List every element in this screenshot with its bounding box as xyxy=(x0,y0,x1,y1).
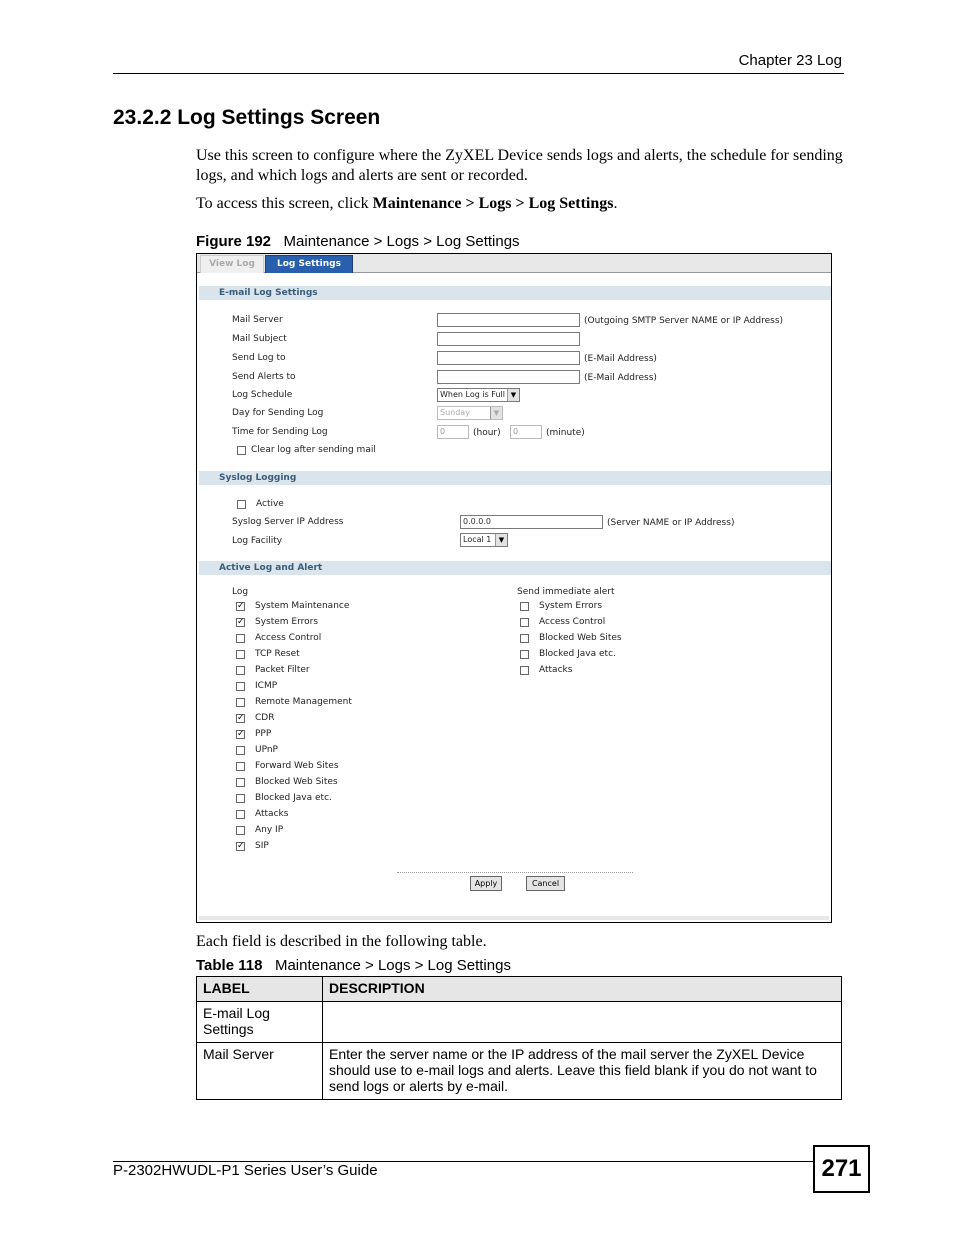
alert-option-label: Blocked Java etc. xyxy=(539,649,616,659)
log-option-checkbox[interactable] xyxy=(236,778,245,787)
tab-log-settings[interactable]: Log Settings xyxy=(265,255,353,273)
log-schedule-value: When Log is Full xyxy=(440,390,505,399)
send-log-label: Send Log to xyxy=(232,353,286,363)
tab-view-log[interactable]: View Log xyxy=(200,255,264,273)
log-option-label: CDR xyxy=(255,713,275,723)
chevron-down-icon: ▼ xyxy=(507,389,519,401)
log-option-checkbox[interactable]: ✓ xyxy=(237,841,245,851)
log-option-label: System Maintenance xyxy=(255,601,350,611)
syslog-server-label: Syslog Server IP Address xyxy=(232,517,344,527)
log-option-checkbox[interactable] xyxy=(236,698,245,707)
alert-option-checkbox[interactable] xyxy=(520,650,529,659)
table-caption xyxy=(196,957,511,974)
table-intro: Each field is described in the following table. xyxy=(196,933,487,950)
row-label: E-mail Log Settings xyxy=(197,1002,323,1043)
day-label: Day for Sending Log xyxy=(232,408,324,418)
day-value: Sunday xyxy=(440,408,470,417)
mail-server-input[interactable] xyxy=(437,313,580,327)
alert-option-checkbox[interactable] xyxy=(520,666,529,675)
log-option-label: Forward Web Sites xyxy=(255,761,339,771)
syslog-server-hint: (Server NAME or IP Address) xyxy=(607,518,735,528)
alert-option-label: Blocked Web Sites xyxy=(539,633,622,643)
log-facility-label: Log Facility xyxy=(232,536,283,546)
bottom-bar xyxy=(199,916,829,920)
log-option-checkbox[interactable] xyxy=(236,794,245,803)
intro-paragraph: Use this screen to configure where the ZyXEL Device sends logs and alerts, the schedule for sending logs, and which logs and alerts are sent or recorded. xyxy=(196,147,843,184)
access-instructions xyxy=(196,194,846,214)
hour-input[interactable]: 0 xyxy=(437,425,469,439)
log-option-checkbox[interactable] xyxy=(236,746,245,755)
log-settings-screenshot xyxy=(196,253,832,923)
log-option-checkbox[interactable] xyxy=(236,666,245,675)
log-schedule-label: Log Schedule xyxy=(232,390,293,400)
log-option-label: ICMP xyxy=(255,681,278,691)
description-column-header: DESCRIPTION xyxy=(323,977,842,1002)
log-option-checkbox[interactable] xyxy=(236,682,245,691)
access-suffix: . xyxy=(613,195,618,212)
label-column-header: LABEL xyxy=(197,977,323,1002)
syslog-logging-header: Syslog Logging xyxy=(199,471,831,485)
log-option-label: UPnP xyxy=(255,745,278,755)
log-option-label: PPP xyxy=(255,729,272,739)
minute-input[interactable]: 0 xyxy=(510,425,542,439)
syslog-active-checkbox[interactable] xyxy=(237,500,246,509)
access-prefix: To access this screen, click xyxy=(196,195,373,212)
clear-log-label: Clear log after sending mail xyxy=(251,445,376,455)
log-option-checkbox[interactable]: ✓ xyxy=(237,617,245,627)
log-option-label: TCP Reset xyxy=(255,649,300,659)
row-label: Mail Server xyxy=(197,1043,323,1100)
figure-label: Figure 192 xyxy=(196,233,272,250)
day-select[interactable] xyxy=(437,406,503,420)
mail-subject-label: Mail Subject xyxy=(232,334,287,344)
log-option-checkbox[interactable]: ✓ xyxy=(237,713,245,723)
log-option-label: Access Control xyxy=(255,633,322,643)
chevron-down-icon: ▼ xyxy=(490,407,502,419)
table-row xyxy=(197,1002,842,1043)
clear-log-checkbox[interactable] xyxy=(237,446,246,455)
table-header-row xyxy=(197,977,842,1002)
description-table xyxy=(196,976,842,1100)
section-title: 23.2.2 Log Settings Screen xyxy=(113,106,381,129)
alert-option-label: Access Control xyxy=(539,617,606,627)
time-label: Time for Sending Log xyxy=(232,427,328,437)
log-option-checkbox[interactable]: ✓ xyxy=(237,729,245,739)
log-option-checkbox[interactable] xyxy=(236,762,245,771)
hour-unit: (hour) xyxy=(473,428,501,438)
header-rule xyxy=(113,73,844,74)
alert-option-checkbox[interactable] xyxy=(520,602,529,611)
log-option-label: Packet Filter xyxy=(255,665,310,675)
button-divider xyxy=(397,872,633,873)
mail-server-hint: (Outgoing SMTP Server NAME or IP Address) xyxy=(584,316,784,326)
table-label: Table 118 xyxy=(196,957,263,974)
log-option-label: Remote Management xyxy=(255,697,352,707)
menu-path: Maintenance > Logs > Log Settings xyxy=(372,195,614,212)
chevron-down-icon: ▼ xyxy=(495,534,507,546)
log-facility-select[interactable] xyxy=(460,533,508,547)
cancel-button[interactable]: Cancel xyxy=(526,876,565,891)
send-alerts-input[interactable] xyxy=(437,370,580,384)
send-alerts-hint: (E-Mail Address) xyxy=(584,373,657,383)
send-alerts-label: Send Alerts to xyxy=(232,372,296,382)
alert-option-label: System Errors xyxy=(539,601,603,611)
log-option-label: Any IP xyxy=(255,825,284,835)
syslog-active-label: Active xyxy=(256,499,284,509)
log-option-label: Blocked Web Sites xyxy=(255,777,338,787)
log-schedule-select[interactable] xyxy=(437,388,520,402)
mail-subject-input[interactable] xyxy=(437,332,580,346)
alert-option-checkbox[interactable] xyxy=(520,634,529,643)
mail-server-label: Mail Server xyxy=(232,315,283,325)
table-title: Maintenance > Logs > Log Settings xyxy=(274,957,511,974)
log-column-header: Log xyxy=(232,587,249,597)
log-facility-value: Local 1 xyxy=(463,535,492,544)
log-option-label: System Errors xyxy=(255,617,319,627)
chapter-header: Chapter 23 Log xyxy=(738,52,842,69)
syslog-server-input[interactable]: 0.0.0.0 xyxy=(460,515,603,529)
log-option-checkbox[interactable] xyxy=(236,634,245,643)
table-row xyxy=(197,1043,842,1100)
log-option-checkbox[interactable]: ✓ xyxy=(237,601,245,611)
alert-option-label: Attacks xyxy=(539,665,573,675)
page-number: 271 xyxy=(813,1145,870,1193)
row-description: Enter the server name or the IP address of the mail server the ZyXEL Device should use to e-mail logs and alerts. Leave this field blank if you do not want to send logs or alerts by e-mail. xyxy=(323,1043,842,1100)
send-log-input[interactable] xyxy=(437,351,580,365)
active-log-header: Active Log and Alert xyxy=(199,561,831,575)
apply-button[interactable]: Apply xyxy=(470,876,502,891)
figure-caption xyxy=(196,233,520,250)
log-option-label: Attacks xyxy=(255,809,289,819)
log-option-checkbox[interactable] xyxy=(236,810,245,819)
guide-title: P-2302HWUDL-P1 Series User’s Guide xyxy=(113,1162,378,1179)
log-option-label: Blocked Java etc. xyxy=(255,793,332,803)
minute-unit: (minute) xyxy=(546,428,585,438)
log-option-checkbox[interactable] xyxy=(236,826,245,835)
alert-column-header: Send immediate alert xyxy=(517,587,615,597)
tab-bar xyxy=(197,254,831,273)
email-log-settings-header: E-mail Log Settings xyxy=(199,286,831,300)
log-option-label: SIP xyxy=(255,841,269,851)
figure-title: Maintenance > Logs > Log Settings xyxy=(283,233,520,250)
send-log-hint: (E-Mail Address) xyxy=(584,354,657,364)
alert-option-checkbox[interactable] xyxy=(520,618,529,627)
row-description xyxy=(323,1002,842,1043)
log-option-checkbox[interactable] xyxy=(236,650,245,659)
